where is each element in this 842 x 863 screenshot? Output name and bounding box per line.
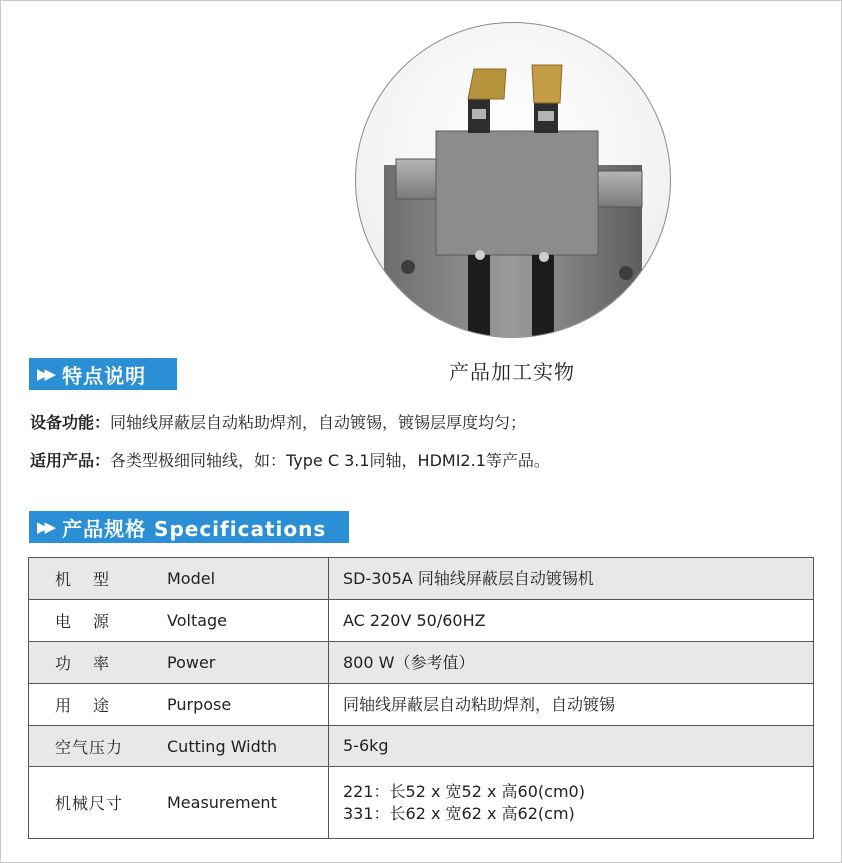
feature-key: 适用产品：: [30, 451, 111, 470]
features-header-label: 特点说明: [62, 363, 147, 388]
table-row: [29, 558, 814, 600]
row-value: SD-305A 同轴线屏蔽层自动镀锡机: [343, 568, 594, 588]
row-label-zh: 型: [92, 570, 109, 589]
row-value: 221：长52 x 宽52 x 高60(cm0): [343, 781, 585, 801]
row-value: 同轴线屏蔽层自动粘助焊剂，自动镀锡: [343, 694, 616, 714]
photo-caption: 产品加工实物: [449, 360, 575, 384]
table-row: [29, 684, 814, 726]
table-row: [29, 726, 814, 767]
table-row: [29, 600, 814, 642]
row-label-en: Purpose: [167, 695, 232, 714]
row-value: 331：长62 x 宽62 x 高62(cm): [343, 803, 575, 823]
row-label-zh: 功: [55, 654, 72, 673]
specs-header-label: 产品规格 Specifications: [62, 516, 327, 541]
row-label-zh: 途: [92, 696, 109, 715]
row-value: 5-6kg: [343, 736, 389, 755]
feature-text: 同轴线屏蔽层自动粘助焊剂，自动镀锡，镀锡层厚度均匀；: [110, 413, 527, 432]
row-label-zh: 电: [55, 612, 72, 631]
row-label-en: Measurement: [167, 793, 277, 812]
row-label-zh: 机械尺寸: [55, 794, 124, 813]
row-label-zh: 机: [55, 570, 72, 589]
row-value: 800 W（参考值）: [343, 652, 475, 672]
row-label-zh: 用: [55, 696, 72, 715]
row-label-en: Model: [167, 569, 216, 588]
features-section-header: [29, 358, 177, 390]
row-label-en: Power: [167, 653, 216, 672]
specs-section-header: [29, 511, 349, 543]
table-row: [29, 767, 814, 839]
table-row: [29, 642, 814, 684]
row-label-zh: 空气压力: [55, 737, 124, 757]
feature-line-applicable: [30, 448, 550, 471]
row-label-zh: 率: [92, 654, 109, 673]
specs-table: [28, 557, 814, 839]
double-chevron-right-icon: ▶▶: [37, 365, 53, 383]
feature-text: 各类型极细同轴线，如：Type C 3.1同轴，HDMI2.1等产品。: [110, 451, 550, 470]
feature-key: 设备功能：: [30, 413, 111, 432]
row-label-en: Voltage: [167, 611, 228, 630]
product-photo: [355, 22, 671, 338]
row-value: AC 220V 50/60HZ: [343, 610, 486, 630]
row-label-zh: 源: [92, 612, 109, 631]
feature-line-function: [30, 410, 526, 433]
double-chevron-right-icon: ▶▶: [37, 518, 53, 536]
row-label-en: Cutting Width: [167, 736, 278, 756]
